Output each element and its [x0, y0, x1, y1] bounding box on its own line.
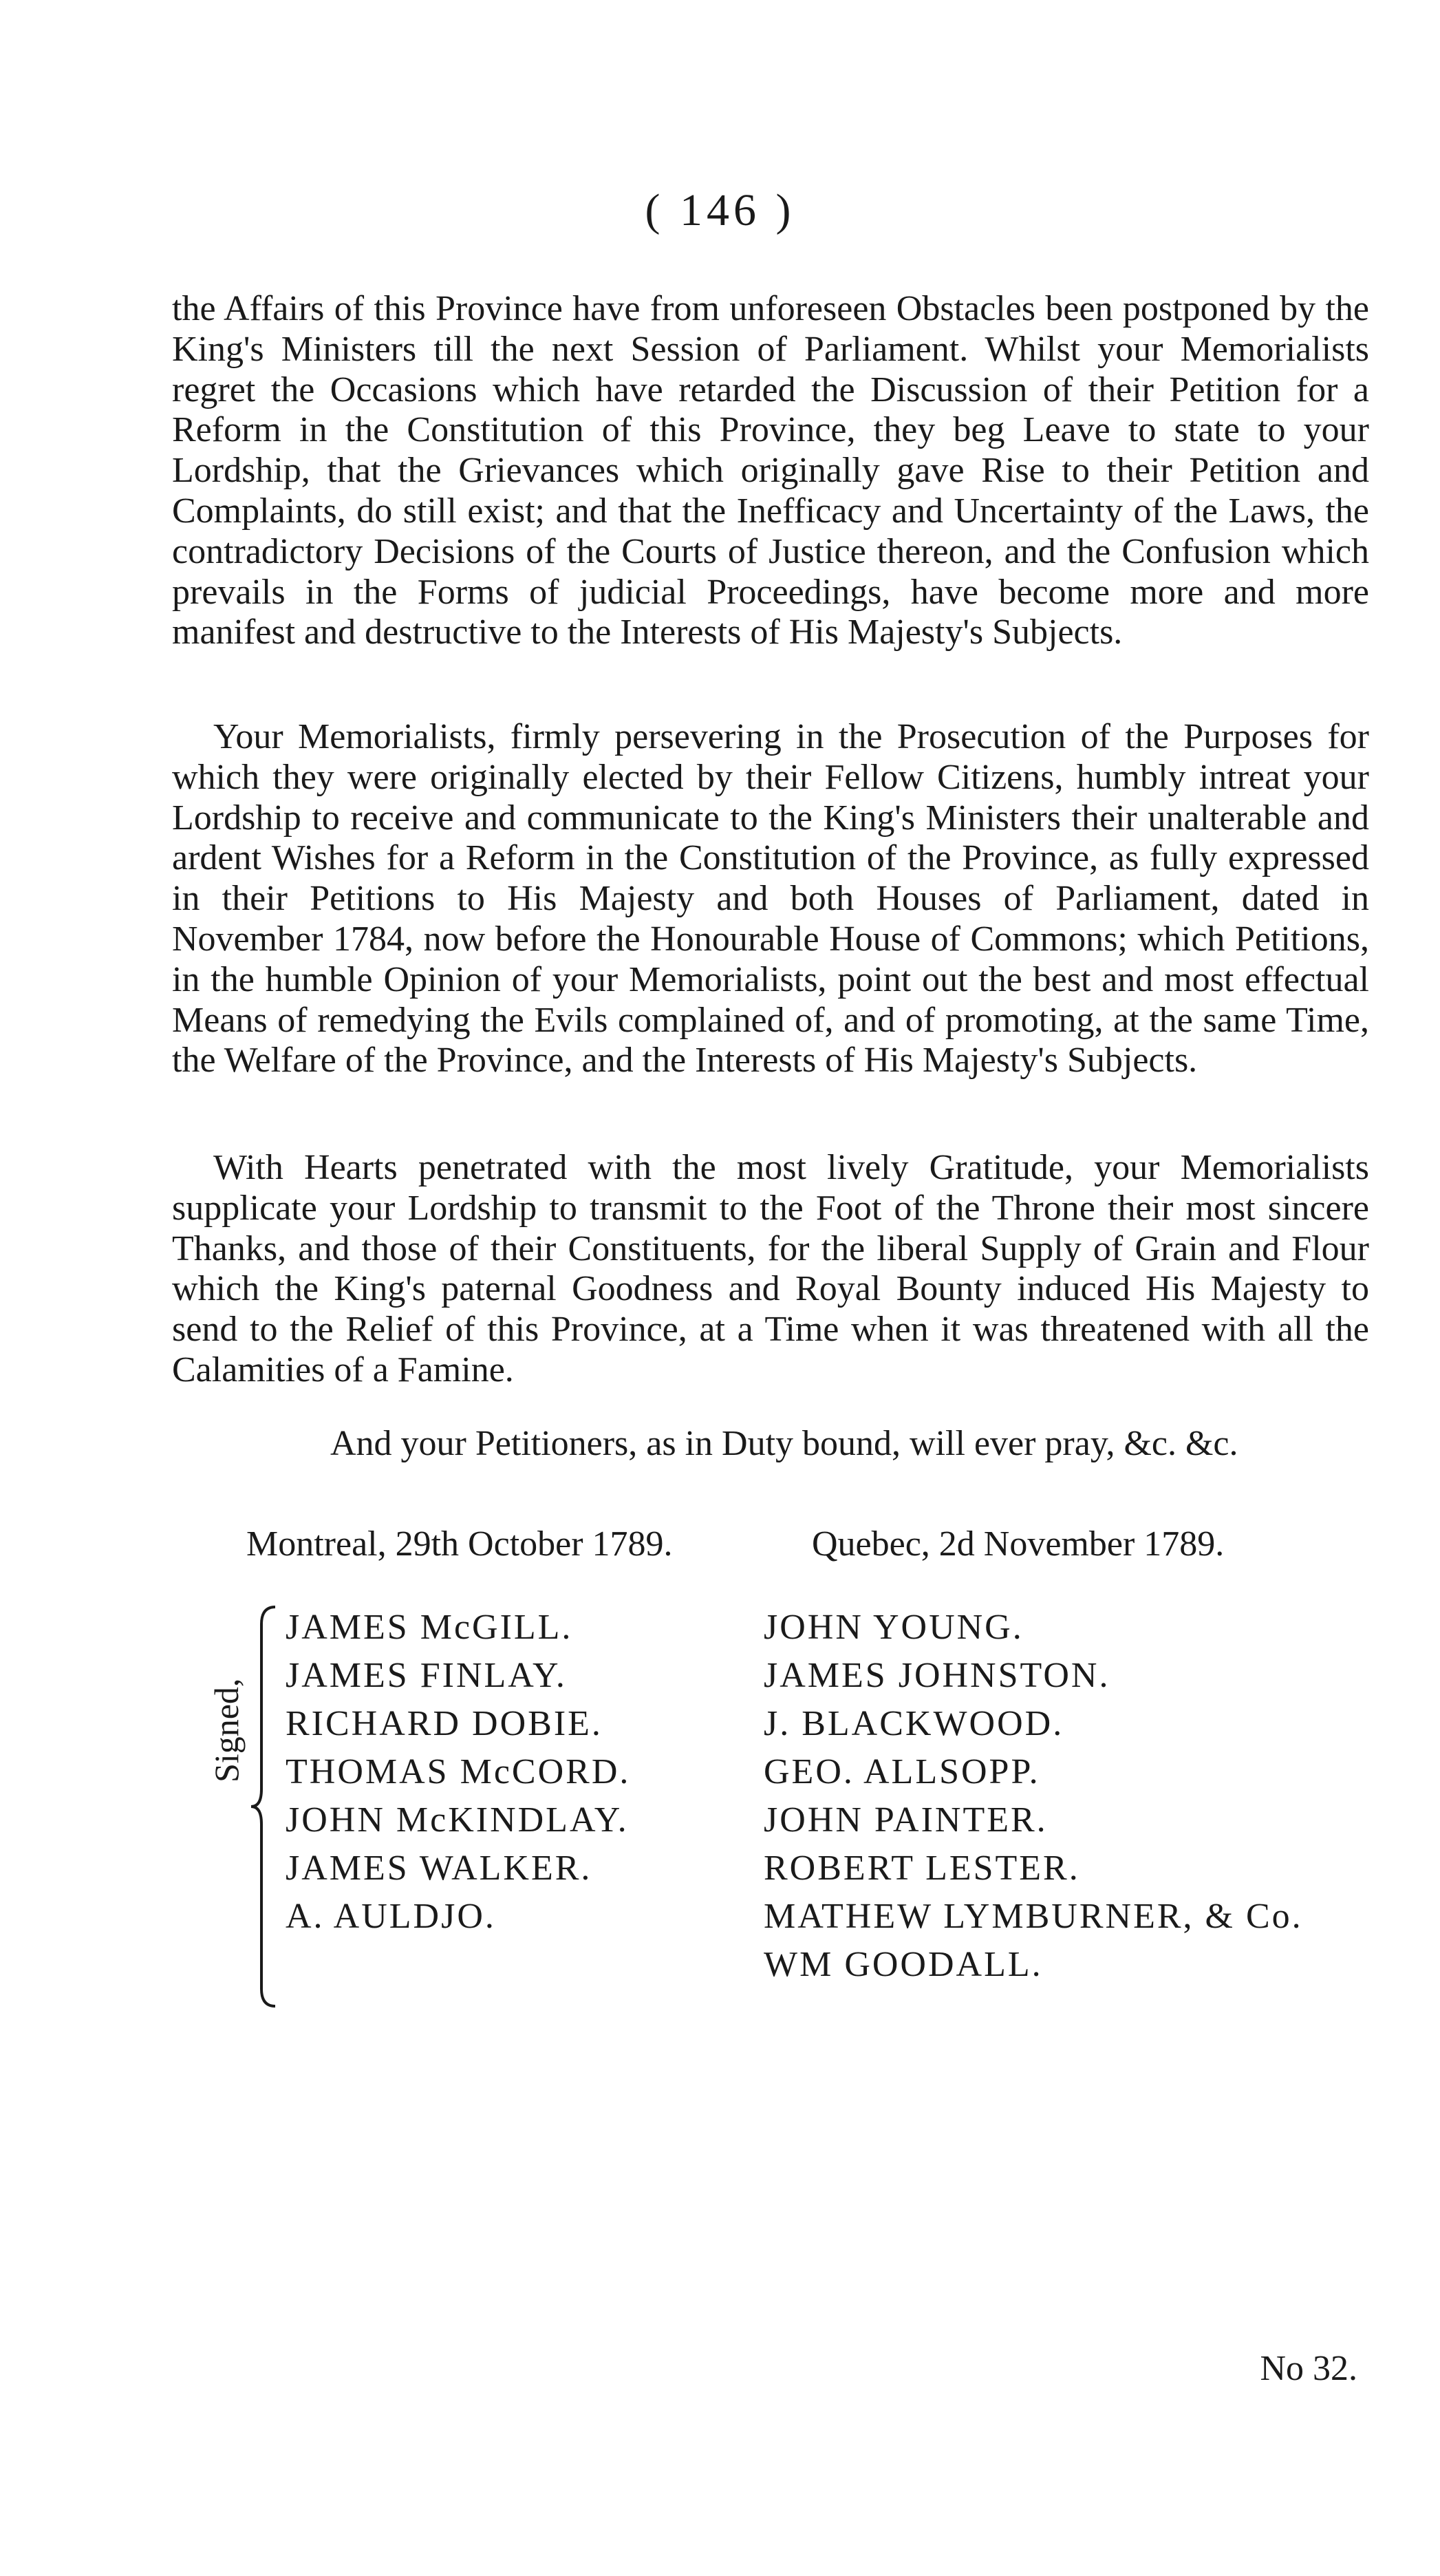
paragraph-3: With Hearts penetrated with the most lively Gratitude, your Memorialists supplicate your Lordship to transmit to the Foot of the Throne their most sincere Thanks, and those of their Constituents, for the liberal Supply of Grain and Flour which the King's paternal Goodness and Royal Bounty induced His Majesty to send to the Relief of this Province, at a Time when it was threatened with all the Calamities of a Famine. — [172, 1148, 1369, 1390]
signatory-name: JAMES JOHNSTON. — [764, 1656, 1110, 1695]
date-quebec: Quebec, 2d November 1789. — [812, 1524, 1225, 1564]
signatory-name: GEO. ALLSOPP. — [764, 1752, 1040, 1791]
signatories-right-list — [764, 1604, 1303, 1989]
signatory-name: JAMES WALKER. — [286, 1849, 592, 1888]
signatory-name: MATHEW LYMBURNER, & Co. — [764, 1897, 1303, 1936]
signatory-name: THOMAS McCORD. — [286, 1752, 631, 1791]
signatory-name: JAMES McGILL. — [286, 1608, 573, 1647]
signatory-name: ROBERT LESTER. — [764, 1849, 1080, 1888]
signatories-left-list — [286, 1604, 630, 1941]
signatory-name: JAMES FINLAY. — [286, 1656, 567, 1695]
date-montreal: Montreal, 29th October 1789. — [246, 1524, 673, 1564]
signature-bracket — [248, 1604, 289, 2010]
signed-label: Signed, — [207, 1678, 246, 1782]
signatory-name: WM GOODALL. — [764, 1945, 1043, 1984]
signatory-name: JOHN YOUNG. — [764, 1608, 1024, 1647]
paragraph-2: Your Memorialists, firmly persevering in the Prosecution of the Purposes for which they were originally elected by their Fellow Citizens, humbly intreat your Lordship to receive and communicate to the King's Ministers their unalterable and ardent Wishes for a Reform in the Constitution of the Province, as fully expressed in their Petitions to His Majesty and both Houses of Parliament, dated in November 1784, now before the Honourable House of Commons; which Petitions, in the humble Opinion of your Memorialists, point out the best and most effectual Means of remedying the Evils complained of, and of promoting, at the same Time, the Welfare of the Province, and the Interests of His Majesty's Subjects. — [172, 717, 1369, 1081]
footer-document-number: No 32. — [1260, 2349, 1357, 2388]
signatory-name: JOHN McKINDLAY. — [286, 1800, 629, 1840]
signatory-name: J. BLACKWOOD. — [764, 1704, 1064, 1743]
signatory-name: JOHN PAINTER. — [764, 1800, 1048, 1840]
paragraph-1: the Affairs of this Province have from unforeseen Obstacles been postponed by the King's Ministers till the next Session of Parliament. Whilst your Memorialists regret the Occasions which have retarded the Discussion of their Petition for a Reform in the Constitution of this Province, they beg Leave to state to your Lordship, that the Grievances which originally gave Rise to their Petition and Complaints, do still exist; and that the Inefficacy and Uncertainty of the Laws, the contradictory Decisions of the Courts of Justice thereon, and the Confusion which prevails in the Forms of judicial Proceedings, have become more and more manifest and destructive to the Interests of His Majesty's Subjects. — [172, 289, 1369, 652]
signatory-name: A. AULDJO. — [286, 1897, 496, 1936]
page-number: ( 146 ) — [645, 185, 795, 235]
signatory-name: RICHARD DOBIE. — [286, 1704, 603, 1743]
closing-line: And your Petitioners, as in Duty bound, will ever pray, &c. &c. — [330, 1424, 1238, 1463]
